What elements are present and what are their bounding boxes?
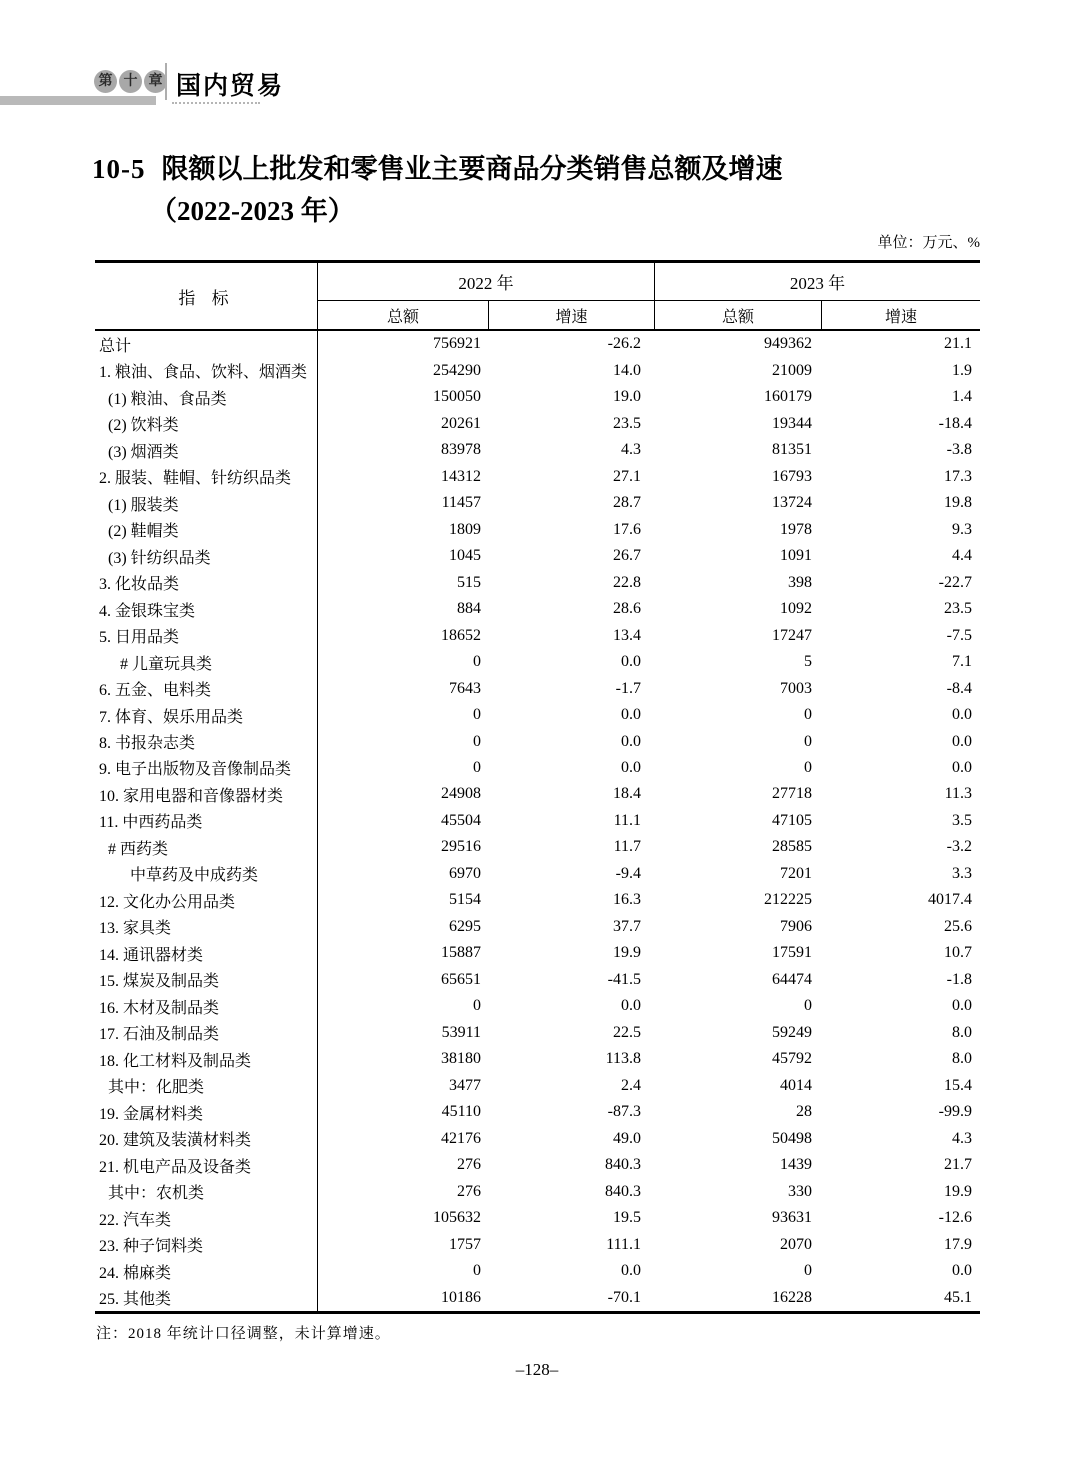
- row-value: 19.8: [944, 494, 972, 512]
- row-value: 276: [457, 1182, 481, 1200]
- row-value: 22.8: [613, 573, 641, 591]
- row-value: 37.7: [613, 917, 641, 935]
- row-label: 总计: [95, 331, 318, 357]
- row-value: 64474: [772, 970, 812, 988]
- row-value: 17.6: [613, 520, 641, 538]
- row-value: 0.0: [952, 732, 972, 750]
- table-row: [95, 437, 980, 463]
- year-header-2022: 2022 年: [318, 263, 655, 301]
- row-value: 27718: [772, 785, 812, 803]
- table-row: [95, 1099, 980, 1125]
- row-value: 25.6: [944, 917, 972, 935]
- row-value: 28: [796, 1103, 812, 1121]
- chapter-divider: [165, 63, 167, 100]
- row-value: -99.9: [938, 1103, 972, 1121]
- row-value: 28585: [772, 838, 812, 856]
- row-value: 4.3: [952, 1129, 972, 1147]
- footnote: 注：2018 年统计口径调整，未计算增速。: [96, 1326, 391, 1342]
- row-label: (3) 针纺织品类: [95, 543, 318, 569]
- table-number: 10-5: [92, 154, 146, 184]
- row-value: 19.5: [613, 1209, 641, 1227]
- row-value: 9.3: [952, 520, 972, 538]
- table-row: [95, 516, 980, 542]
- chapter-decor-bar: [0, 96, 156, 105]
- row-label: 19. 金属材料类: [95, 1099, 318, 1125]
- row-value: 11.7: [613, 838, 641, 856]
- table-row: [95, 463, 980, 489]
- row-label: 5. 日用品类: [95, 622, 318, 648]
- row-value: 1091: [780, 547, 812, 565]
- row-value: 4014: [780, 1076, 812, 1094]
- row-value: 15.4: [944, 1076, 972, 1094]
- row-value: 0: [804, 758, 812, 776]
- row-label: 22. 汽车类: [95, 1205, 318, 1231]
- row-value: 13.4: [613, 626, 641, 644]
- row-value: 0: [804, 706, 812, 724]
- row-value: 5154: [449, 891, 481, 909]
- row-value: -22.7: [938, 573, 972, 591]
- row-value: 81351: [772, 441, 812, 459]
- row-label: 16. 木材及制品类: [95, 993, 318, 1019]
- row-value: 17591: [772, 944, 812, 962]
- row-value: 93631: [772, 1209, 812, 1227]
- row-label: (1) 服装类: [95, 490, 318, 516]
- row-value: 10186: [441, 1288, 481, 1306]
- row-value: 59249: [772, 1023, 812, 1041]
- row-value: 42176: [441, 1129, 481, 1147]
- chapter-badge-circle: 十: [119, 70, 142, 93]
- corner-header-indicator: 指 标: [178, 288, 235, 308]
- table-row: [95, 357, 980, 383]
- row-label: (2) 饮料类: [95, 410, 318, 436]
- table-row: [95, 808, 980, 834]
- row-value: 0.0: [621, 1262, 641, 1280]
- row-value: 7201: [780, 864, 812, 882]
- row-label: (2) 鞋帽类: [95, 516, 318, 542]
- table-body: [95, 331, 980, 1311]
- subheader-total-2022: 总额: [318, 301, 489, 329]
- row-value: 45792: [772, 1050, 812, 1068]
- row-value: 17.3: [944, 467, 972, 485]
- row-value: -87.3: [607, 1103, 641, 1121]
- row-label: (1) 粮油、食品类: [95, 384, 318, 410]
- row-value: 0.0: [621, 706, 641, 724]
- table-row: [95, 993, 980, 1019]
- row-value: 6295: [449, 917, 481, 935]
- row-value: 150050: [433, 388, 481, 406]
- row-label: 15. 煤炭及制品类: [95, 967, 318, 993]
- row-value: 0.0: [621, 653, 641, 671]
- row-value: 105632: [433, 1209, 481, 1227]
- row-value: 1045: [449, 547, 481, 565]
- table-row: [95, 596, 980, 622]
- row-value: 26.7: [613, 547, 641, 565]
- row-value: 65651: [441, 970, 481, 988]
- table-row: [95, 1231, 980, 1257]
- chapter-badge-circle: 章: [144, 70, 167, 93]
- row-value: 3.5: [952, 811, 972, 829]
- row-value: 20261: [441, 414, 481, 432]
- row-value: 840.3: [605, 1182, 641, 1200]
- row-value: 17.9: [944, 1235, 972, 1253]
- subheader-growth-2023: 增速: [884, 308, 917, 326]
- row-value: 0: [473, 732, 481, 750]
- row-value: 111.1: [606, 1235, 641, 1253]
- row-value: 19.0: [613, 388, 641, 406]
- row-value: 53911: [441, 1023, 481, 1041]
- subheader-growth-2022: 增速: [489, 301, 655, 329]
- row-value: -26.2: [607, 335, 641, 353]
- row-value: 22.5: [613, 1023, 641, 1041]
- row-label: 其中：农机类: [95, 1179, 318, 1205]
- table-row: [95, 675, 980, 701]
- row-value: 0.0: [952, 997, 972, 1015]
- row-label: 8. 书报杂志类: [95, 728, 318, 754]
- row-label: 14. 通讯器材类: [95, 940, 318, 966]
- row-value: 24908: [441, 785, 481, 803]
- row-label: 21. 机电产品及设备类: [95, 1152, 318, 1178]
- row-label: 12. 文化办公用品类: [95, 887, 318, 913]
- row-value: 0: [804, 997, 812, 1015]
- row-value: 7.1: [952, 653, 972, 671]
- row-value: 1092: [780, 600, 812, 618]
- chapter-title: 国内贸易: [176, 73, 285, 100]
- row-value: 17247: [772, 626, 812, 644]
- row-value: 28.7: [613, 494, 641, 512]
- row-value: 45110: [441, 1103, 481, 1121]
- row-value: 1439: [780, 1156, 812, 1174]
- row-label: (3) 烟酒类: [95, 437, 318, 463]
- row-value: 8.0: [952, 1023, 972, 1041]
- row-value: 28.6: [613, 600, 641, 618]
- row-value: -9.4: [615, 864, 641, 882]
- table-row: [95, 410, 980, 436]
- table-title: [92, 147, 783, 186]
- row-value: 38180: [441, 1050, 481, 1068]
- row-label: 13. 家具类: [95, 914, 318, 940]
- table-row: [95, 1046, 980, 1072]
- row-value: 0: [804, 1262, 812, 1280]
- row-value: 1.9: [952, 361, 972, 379]
- table-row: [95, 1205, 980, 1231]
- table-row: [95, 887, 980, 913]
- row-value: 6970: [449, 864, 481, 882]
- row-label: 11. 中西药品类: [95, 808, 318, 834]
- row-value: 19344: [772, 414, 812, 432]
- row-value: 29516: [441, 838, 481, 856]
- row-value: 19.9: [613, 944, 641, 962]
- row-value: 2070: [780, 1235, 812, 1253]
- row-value: 0: [473, 653, 481, 671]
- row-label: 25. 其他类: [95, 1284, 318, 1310]
- row-value: -3.2: [946, 838, 972, 856]
- row-value: 0.0: [621, 997, 641, 1015]
- row-value: 113.8: [605, 1050, 641, 1068]
- table-row: [95, 1258, 980, 1284]
- row-value: 19.9: [944, 1182, 972, 1200]
- row-value: 50498: [772, 1129, 812, 1147]
- row-value: 18.4: [613, 785, 641, 803]
- row-value: -18.4: [938, 414, 972, 432]
- statistics-table: [95, 260, 980, 1314]
- row-value: 16.3: [613, 891, 641, 909]
- row-value: 0: [473, 1262, 481, 1280]
- row-value: 11457: [441, 494, 481, 512]
- row-value: 16793: [772, 467, 812, 485]
- row-value: 0: [473, 706, 481, 724]
- row-value: 14.0: [613, 361, 641, 379]
- table-row: [95, 967, 980, 993]
- table-row: [95, 331, 980, 357]
- row-value: -12.6: [938, 1209, 972, 1227]
- row-value: 756921: [433, 335, 481, 353]
- row-value: 0.0: [952, 1262, 972, 1280]
- row-label: 其中：化肥类: [95, 1073, 318, 1099]
- row-value: 1757: [449, 1235, 481, 1253]
- row-value: 0.0: [621, 732, 641, 750]
- chapter-title-underline: [172, 102, 260, 104]
- row-value: -7.5: [946, 626, 972, 644]
- row-value: 10.7: [944, 944, 972, 962]
- row-value: 0.0: [621, 758, 641, 776]
- row-label: 3. 化妆品类: [95, 569, 318, 595]
- row-value: 7643: [449, 679, 481, 697]
- row-value: 21009: [772, 361, 812, 379]
- row-label: 7. 体育、娱乐用品类: [95, 702, 318, 728]
- row-value: 4017.4: [928, 891, 972, 909]
- row-value: 4.3: [621, 441, 641, 459]
- row-value: 160179: [764, 388, 812, 406]
- row-value: 7003: [780, 679, 812, 697]
- table-row: [95, 702, 980, 728]
- table-row: [95, 1284, 980, 1310]
- table-title-years: （2022-2023 年）: [150, 196, 355, 226]
- row-label: # 儿童玩具类: [95, 649, 318, 675]
- row-value: -1.8: [946, 970, 972, 988]
- row-value: 4.4: [952, 547, 972, 565]
- row-value: 16228: [772, 1288, 812, 1306]
- row-value: 14312: [441, 467, 481, 485]
- row-value: 1.4: [952, 388, 972, 406]
- row-value: -1.7: [615, 679, 641, 697]
- row-value: 11.3: [944, 785, 972, 803]
- row-value: 398: [788, 573, 812, 591]
- table-row: [95, 622, 980, 648]
- table-row: [95, 781, 980, 807]
- row-value: 8.0: [952, 1050, 972, 1068]
- row-label: 23. 种子饲料类: [95, 1231, 318, 1257]
- table-row: [95, 755, 980, 781]
- table-row: [95, 1020, 980, 1046]
- row-value: 0: [473, 997, 481, 1015]
- row-label: 4. 金银珠宝类: [95, 596, 318, 622]
- row-value: 21.1: [944, 335, 972, 353]
- row-value: 23.5: [613, 414, 641, 432]
- year-header-2023: 2023 年: [655, 263, 980, 301]
- row-value: 840.3: [605, 1156, 641, 1174]
- row-value: 47105: [772, 811, 812, 829]
- row-value: 254290: [433, 361, 481, 379]
- row-label: 中草药及中成药类: [95, 861, 318, 887]
- row-value: 0: [804, 732, 812, 750]
- row-value: 45504: [441, 811, 481, 829]
- row-label: 2. 服装、鞋帽、针纺织品类: [95, 463, 318, 489]
- row-value: 18652: [441, 626, 481, 644]
- row-label: 1. 粮油、食品、饮料、烟酒类: [95, 357, 318, 383]
- row-value: 330: [788, 1182, 812, 1200]
- row-value: 949362: [764, 335, 812, 353]
- table-row: [95, 543, 980, 569]
- row-value: 15887: [441, 944, 481, 962]
- row-value: 83978: [441, 441, 481, 459]
- row-label: 6. 五金、电料类: [95, 675, 318, 701]
- row-value: 1809: [449, 520, 481, 538]
- row-value: 5: [804, 653, 812, 671]
- row-value: 27.1: [613, 467, 641, 485]
- row-value: 1978: [780, 520, 812, 538]
- table-row: [95, 1126, 980, 1152]
- page-number: –128–: [515, 1360, 559, 1379]
- table-title-text: 限额以上批发和零售业主要商品分类销售总额及增速: [161, 154, 783, 184]
- row-value: 0.0: [952, 758, 972, 776]
- row-value: 3.3: [952, 864, 972, 882]
- row-value: 3477: [449, 1076, 481, 1094]
- table-row: [95, 940, 980, 966]
- row-value: 515: [457, 573, 481, 591]
- row-value: 49.0: [613, 1129, 641, 1147]
- subheader-total-2023: 总额: [655, 301, 822, 329]
- table-row: [95, 834, 980, 860]
- row-value: 884: [457, 600, 481, 618]
- table-row: [95, 914, 980, 940]
- row-label: 18. 化工材料及制品类: [95, 1046, 318, 1072]
- row-value: 0: [473, 758, 481, 776]
- table-row: [95, 1179, 980, 1205]
- table-row: [95, 861, 980, 887]
- row-label: 24. 棉麻类: [95, 1258, 318, 1284]
- row-value: -70.1: [607, 1288, 641, 1306]
- row-label: 9. 电子出版物及音像制品类: [95, 755, 318, 781]
- table-row: [95, 1073, 980, 1099]
- table-row: [95, 1152, 980, 1178]
- row-value: -41.5: [607, 970, 641, 988]
- row-value: 0.0: [952, 706, 972, 724]
- row-value: 13724: [772, 494, 812, 512]
- table-header: [95, 263, 980, 331]
- row-label: # 西药类: [95, 834, 318, 860]
- row-label: 20. 建筑及装潢材料类: [95, 1126, 318, 1152]
- row-value: 212225: [764, 891, 812, 909]
- row-value: 11.1: [613, 811, 641, 829]
- table-row: [95, 569, 980, 595]
- chapter-badge-circle: 第: [94, 70, 117, 93]
- row-value: 21.7: [944, 1156, 972, 1174]
- unit-note: 单位：万元、%: [877, 235, 980, 251]
- row-label: 10. 家用电器和音像器材类: [95, 781, 318, 807]
- table-row: [95, 490, 980, 516]
- row-value: 23.5: [944, 600, 972, 618]
- row-value: -3.8: [946, 441, 972, 459]
- row-label: 17. 石油及制品类: [95, 1020, 318, 1046]
- table-row: [95, 384, 980, 410]
- row-value: -8.4: [946, 679, 972, 697]
- row-value: 45.1: [944, 1288, 972, 1306]
- table-row: [95, 649, 980, 675]
- row-value: 276: [457, 1156, 481, 1174]
- chapter-badge: [94, 70, 167, 93]
- row-value: 2.4: [621, 1076, 641, 1094]
- table-row: [95, 728, 980, 754]
- row-value: 7906: [780, 917, 812, 935]
